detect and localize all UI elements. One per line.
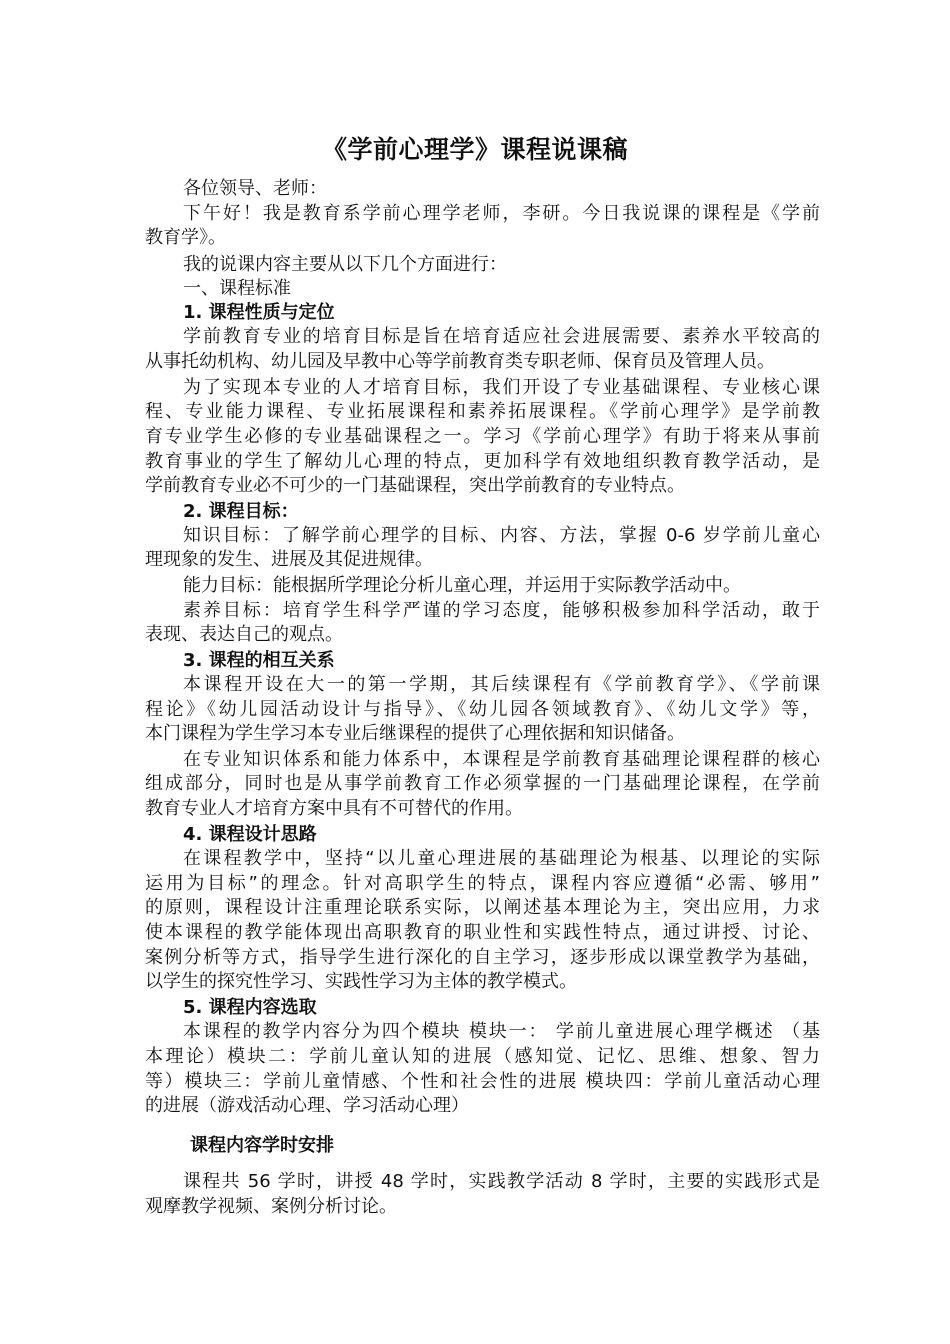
paragraph-line: 学前教育专业必不可少的一门基础课程，突出学前教育的专业特点。 <box>145 475 685 496</box>
section-heading: 一、课程标准 <box>183 278 291 299</box>
paragraph-line: 课程共 56 学时，讲授 48 学时，实践教学活动 8 学时，主要的实践形式是 <box>183 1171 820 1192</box>
paragraph-line: 程论》《幼儿园活动设计与指导》、《幼儿园各领域教育》、《幼儿文学》等， <box>145 699 820 720</box>
paragraph-line: 运用为目标”的理念。针对高职学生的特点，课程内容应遵循“必需、够用” <box>145 873 820 894</box>
paragraph-line: 的进展（游戏活动心理、学习活动心理） <box>145 1095 469 1116</box>
paragraph-line: 使本课程的教学能体现出高职教育的职业性和实践性特点，通过讲授、讨论、 <box>145 922 820 943</box>
paragraph-line: 以学生的探究性学习、实践性学习为主体的教学模式。 <box>145 971 577 992</box>
paragraph-line: 本门课程为学生学习本专业后继课程的提供了心理依据和知识储备。 <box>145 723 685 744</box>
paragraph-line: 组成部分，同时也是从事学前教育工作必须掌握的一门基础理论课程，在学前 <box>145 773 820 794</box>
subsection-heading: 1. 课程性质与定位 <box>183 302 335 323</box>
intro-line: 下午好！我是教育系学前心理学老师，李研。今日我说课的课程是《学前 <box>183 203 820 224</box>
paragraph-line: 程、专业能力课程、专业拓展课程和素养拓展课程。《学前心理学》是学前教 <box>145 401 820 422</box>
paragraph-line: 在专业知识体系和能力体系中，本课程是学前教育基础理论课程群的核心 <box>183 749 820 770</box>
goal-line: 理现象的发生、进展及其促进规律。 <box>145 549 433 570</box>
outline-intro: 我的说课内容主要从以下几个方面进行： <box>183 254 507 275</box>
paragraph-line: 案例分析等方式，指导学生进行深化的自主学习，逐步形成以课堂教学为基础， <box>145 947 820 968</box>
paragraph-line: 本课程的教学内容分为四个模块 模块一： 学前儿童进展心理学概述 （基 <box>183 1021 820 1042</box>
goal-line: 能力目标：能根据所学理论分析儿童心理，并运用于实际教学活动中。 <box>183 575 741 596</box>
paragraph-line: 学前教育专业的培育目标是旨在培育适应社会进展需要、素养水平较高的 <box>183 326 820 347</box>
paragraph-line: 育专业学生必修的专业基础课程之一。学习《学前心理学》有助于将来从事前 <box>145 426 820 447</box>
goal-line: 表现、表达自己的观点。 <box>145 624 343 645</box>
subsection-heading: 3. 课程的相互关系 <box>183 650 335 671</box>
subsection-heading: 课程内容学时安排 <box>190 1135 334 1156</box>
goal-line: 素养目标：培育学生科学严谨的学习态度，能够积极参加科学活动，敢于 <box>183 600 820 621</box>
goal-line: 知识目标：了解学前心理学的目标、内容、方法，掌握 0-6 岁学前儿童心 <box>183 525 820 546</box>
subsection-heading: 4. 课程设计思路 <box>183 824 317 845</box>
paragraph-line: 教育事业的学生了解幼儿心理的特点，更加科学有效地组织教育教学活动，是 <box>145 451 820 472</box>
paragraph-line: 在课程教学中，坚持“以儿童心理进展的基础理论为根基、以理论的实际 <box>183 848 820 869</box>
paragraph-line: 等）模块三：学前儿童情感、个性和社会性的进展 模块四：学前儿童活动心理 <box>145 1071 820 1092</box>
paragraph-line: 观摩教学视频、案例分析讨论。 <box>145 1196 397 1217</box>
paragraph-line: 的原则，课程设计注重理论联系实际，以阐述基本理论为主，突出应用，力求 <box>145 897 820 918</box>
paragraph-line: 本课程开设在大一的第一学期，其后续课程有《学前教育学》、《学前课 <box>183 674 820 695</box>
intro-line: 教育学》。 <box>145 227 226 248</box>
document-title: 《学前心理学》课程说课稿 <box>321 135 628 164</box>
paragraph-line: 为了实现本专业的人才培育目标，我们开设了专业基础课程、专业核心课 <box>183 377 820 398</box>
paragraph-line: 从事托幼机构、幼儿园及早教中心等学前教育类专职老师、保育员及管理人员。 <box>145 351 775 372</box>
subsection-heading: 2. 课程目标： <box>183 501 299 522</box>
greeting: 各位领导、老师： <box>183 178 327 199</box>
subsection-heading: 5. 课程内容选取 <box>183 997 317 1018</box>
paragraph-line: 教育专业人才培育方案中具有不可替代的作用。 <box>145 798 523 819</box>
paragraph-line: 本理论）模块二：学前儿童认知的进展（感知觉、记忆、思维、想象、智力 <box>145 1046 820 1067</box>
